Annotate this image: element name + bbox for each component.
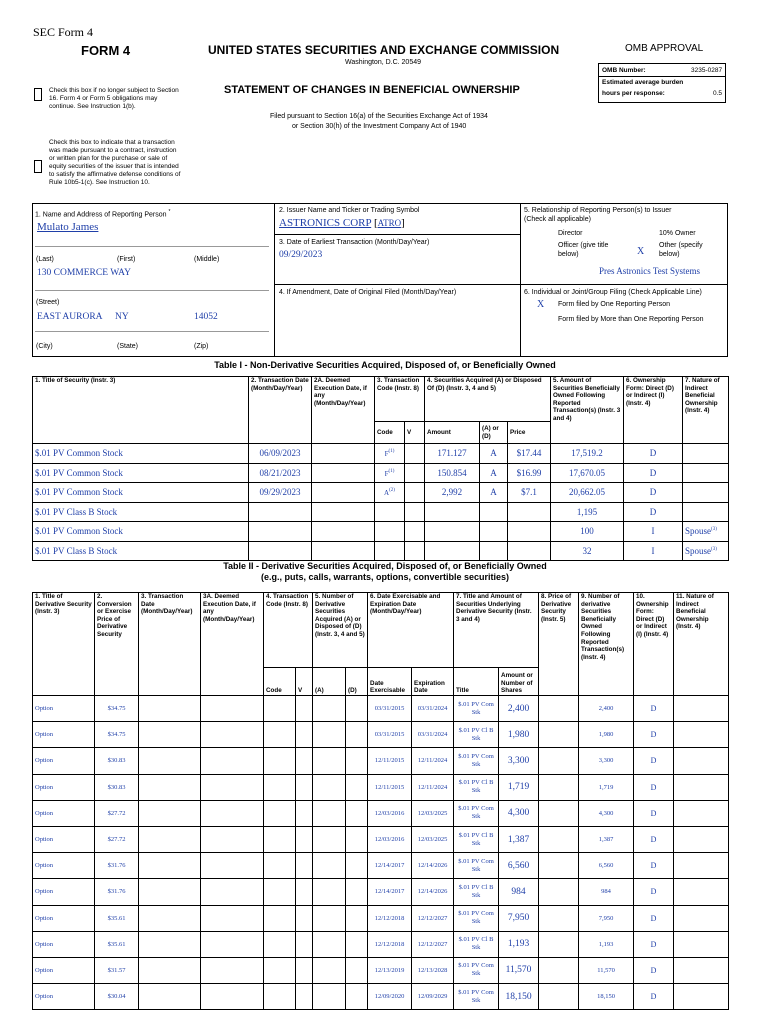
t1-code-cell xyxy=(375,522,405,542)
t1-v: V xyxy=(405,422,425,444)
t2-exp-cell: 12/11/2024 xyxy=(412,774,454,800)
t2-title-cell: Option xyxy=(33,853,95,879)
t2-exer-cell: 03/31/2015 xyxy=(368,696,412,722)
one-person-label: Form filed by One Reporting Person xyxy=(558,301,671,308)
street-label: (Street) xyxy=(36,299,60,306)
t2-h3: 3. Transaction Date (Month/Day/Year) xyxy=(139,593,201,696)
t1-date: 08/21/2023 xyxy=(249,463,312,483)
t2-title-cell: Option xyxy=(33,984,95,1010)
t1-ad-cell xyxy=(480,522,508,542)
t2-h11: 11. Nature of Indirect Beneficial Ownership (Instr. 4) xyxy=(674,593,729,696)
t2-ut-cell: $.01 PV Com Stk xyxy=(454,905,499,931)
t2-amt-cell: 984 xyxy=(499,879,539,905)
t2-exp-cell: 12/12/2027 xyxy=(412,931,454,957)
t1-code-cell: $F^{(1)}$ xyxy=(375,444,405,464)
t2-amt-cell: 6,560 xyxy=(499,853,539,879)
t1-aord: (A) or (D) xyxy=(480,422,508,444)
t2-exer-cell: 03/31/2015 xyxy=(368,722,412,748)
table2-row xyxy=(33,800,729,826)
t2-h6: 6. Date Exercisable and Expiration Date (Month/Day/Year) xyxy=(368,593,454,668)
t2-title-cell: Option xyxy=(33,774,95,800)
t2-owned-cell: 1,980 xyxy=(579,722,634,748)
sec-form-label: SEC Form 4 xyxy=(33,25,94,39)
t2-owned-cell: 7,950 xyxy=(579,905,634,931)
t1-amount: Amount xyxy=(425,422,480,444)
no-longer-subject-text: Check this box if no longer subject to Section 16. Form 4 or Form 5 obligations may continue. See Instruction 1(b). xyxy=(49,87,179,110)
t2-exp-cell: 03/31/2024 xyxy=(412,722,454,748)
t1-owned-cell: 32 xyxy=(551,541,624,561)
table2-row xyxy=(33,984,729,1010)
t2-h9: 9. Number of derivative Securities Beneficially Owned Following Reported Transaction(s) (Instr. 4) xyxy=(579,593,634,696)
table1-row xyxy=(33,483,729,503)
t2-price-cell: $27.72 xyxy=(95,800,139,826)
t2-form-cell: D xyxy=(634,748,674,774)
reporting-person-name[interactable]: Mulato James xyxy=(37,221,99,233)
t1-title: $.01 PV Common Stock xyxy=(33,444,249,464)
t2-h10: 10. Ownership Form: Direct (D) or Indirect (I) (Instr. 4) xyxy=(634,593,674,696)
t2-a: (A) xyxy=(313,668,346,696)
officer-label: Officer (give title below) xyxy=(558,242,609,258)
table1-row xyxy=(33,444,729,464)
issuer-ticker-link[interactable]: ATRO xyxy=(377,218,402,228)
table2-row xyxy=(33,879,729,905)
table1-row xyxy=(33,522,729,542)
t2-exer-cell: 12/14/2017 xyxy=(368,879,412,905)
t1-h2: 2. Transaction Date (Month/Day/Year) xyxy=(249,377,312,444)
t2-h5: 5. Number of Derivative Securities Acquired (A) or Disposed of (D) (Instr. 3, 4 and 5) xyxy=(313,593,368,668)
issuer-name-ticker: ASTRONICS CORP [ATRO] xyxy=(279,217,405,229)
table2-row xyxy=(33,826,729,852)
table2-row xyxy=(33,853,729,879)
t2-amt-cell: 7,950 xyxy=(499,905,539,931)
t1-form-cell: D xyxy=(624,463,683,483)
t1-deemed xyxy=(312,522,375,542)
reporting-person-label: 1. Name and Address of Reporting Person * xyxy=(35,209,171,219)
t2-code: Code xyxy=(264,668,296,696)
table2-row xyxy=(33,696,729,722)
t1-owned-cell: 17,670.05 xyxy=(551,463,624,483)
t2-exer-cell: 12/14/2017 xyxy=(368,853,412,879)
ten-percent-owner-label: 10% Owner xyxy=(659,230,696,237)
t2-title-cell: Option xyxy=(33,722,95,748)
t2-price-cell: $34.75 xyxy=(95,722,139,748)
more-person-label: Form filed by More than One Reporting Person xyxy=(558,316,704,323)
t2-owned-cell: 1,719 xyxy=(579,774,634,800)
t2-title-cell: Option xyxy=(33,800,95,826)
table2-row xyxy=(33,722,729,748)
zip-label: (Zip) xyxy=(194,343,209,350)
t1-v-cell xyxy=(405,502,425,522)
t1-ad-cell xyxy=(480,502,508,522)
t2-form-cell: D xyxy=(634,722,674,748)
issuer-name-link[interactable]: ASTRONICS CORP xyxy=(279,217,372,229)
no-longer-subject-checkbox[interactable] xyxy=(34,88,42,101)
t1-nature-cell xyxy=(683,483,729,503)
t1-date: 06/09/2023 xyxy=(249,444,312,464)
t1-amount-cell xyxy=(425,522,480,542)
t1-date xyxy=(249,541,312,561)
t2-h1: 1. Title of Derivative Security (Instr. 3) xyxy=(33,593,95,696)
t1-deemed xyxy=(312,502,375,522)
t2-title-cell: Option xyxy=(33,826,95,852)
t2-title-cell: Option xyxy=(33,696,95,722)
t2-form-cell: D xyxy=(634,957,674,983)
t2-exp-cell: 12/12/2027 xyxy=(412,905,454,931)
table2-row xyxy=(33,905,729,931)
t2-amount: Amount or Number of Shares xyxy=(499,668,539,696)
t1-nature-cell xyxy=(683,444,729,464)
t2-exer-cell: 12/03/2016 xyxy=(368,800,412,826)
t2-form-cell: D xyxy=(634,984,674,1010)
t2-title-cell: Option xyxy=(33,748,95,774)
omb-number-label: OMB Number: xyxy=(602,67,646,74)
omb-number: 3235-0287 xyxy=(691,67,723,74)
t1-owned-cell: 20,662.05 xyxy=(551,483,624,503)
t2-price-cell: $31.76 xyxy=(95,853,139,879)
t2-owned-cell: 1,387 xyxy=(579,826,634,852)
t1-v-cell xyxy=(405,522,425,542)
t2-price-cell: $35.61 xyxy=(95,905,139,931)
t1-title: $.01 PV Common Stock xyxy=(33,463,249,483)
t1-h2a: 2A. Deemed Execution Date, if any (Month/Day/Year) xyxy=(312,377,375,444)
issuer-label: 2. Issuer Name and Ticker or Trading Symbol xyxy=(279,207,420,214)
t2-expiration: Expiration Date xyxy=(412,668,454,696)
t2-amt-cell: 1,193 xyxy=(499,931,539,957)
filing-type-label: 6. Individual or Joint/Group Filing (Check Applicable Line) xyxy=(524,289,702,296)
table2 xyxy=(32,592,729,1010)
t2-exer-cell: 12/13/2019 xyxy=(368,957,412,983)
officer-title: Pres Astronics Test Systems xyxy=(599,266,700,276)
t2-price-cell: $30.83 xyxy=(95,774,139,800)
t2-price-cell: $35.61 xyxy=(95,931,139,957)
t2-h7: 7. Title and Amount of Securities Underlying Derivative Security (Instr. 3 and 4) xyxy=(454,593,539,668)
form-title: FORM 4 xyxy=(81,43,131,58)
t2-exercisable: Date Exercisable xyxy=(368,668,412,696)
omb-approval-title: OMB APPROVAL xyxy=(625,43,704,54)
t2-ut-cell: $.01 PV Cl B Stk xyxy=(454,722,499,748)
t2-owned-cell: 11,570 xyxy=(579,957,634,983)
t1-price-cell xyxy=(508,522,551,542)
t2-exer-cell: 12/11/2015 xyxy=(368,774,412,800)
t2-h3a: 3A. Deemed Execution Date, if any (Month/Day/Year) xyxy=(201,593,264,696)
t1-amount-cell xyxy=(425,502,480,522)
t1-owned-cell: 1,195 xyxy=(551,502,624,522)
t2-form-cell: D xyxy=(634,800,674,826)
t1-v-cell xyxy=(405,463,425,483)
t2-owned-cell: 18,150 xyxy=(579,984,634,1010)
table1 xyxy=(32,376,729,561)
t2-h2: 2. Conversion or Exercise Price of Derivative Security xyxy=(95,593,139,696)
one-person-x: X xyxy=(537,299,545,310)
t2-exer-cell: 12/12/2018 xyxy=(368,931,412,957)
omb-burden-label: Estimated average burden xyxy=(602,79,684,86)
t1-price-cell: $16.99 xyxy=(508,463,551,483)
t1-amount-cell xyxy=(425,541,480,561)
t1-price-cell: $17.44 xyxy=(508,444,551,464)
t1-ad-cell: A xyxy=(480,444,508,464)
address-city: EAST AURORA xyxy=(37,312,103,322)
t2-title-cell: Option xyxy=(33,905,95,931)
director-label: Director xyxy=(558,230,583,237)
t1-code-cell xyxy=(375,541,405,561)
t1-form-cell: I xyxy=(624,541,683,561)
t2-exer-cell: 12/11/2015 xyxy=(368,748,412,774)
t2-price-cell: $31.57 xyxy=(95,957,139,983)
t1-title: $.01 PV Class B Stock xyxy=(33,502,249,522)
table2-row xyxy=(33,748,729,774)
table1-row xyxy=(33,463,729,483)
t1-v-cell xyxy=(405,483,425,503)
t2-ut-cell: $.01 PV Cl B Stk xyxy=(454,826,499,852)
first-label: (First) xyxy=(117,256,136,263)
t2-owned-cell: 2,400 xyxy=(579,696,634,722)
t1-price-cell xyxy=(508,541,551,561)
address-state: NY xyxy=(115,312,129,322)
rule-10b5-text: Check this box to indicate that a transaction was made pursuant to a contract, instruction or written plan for the purchase or sale of equity securities of the issuer that is intended to satisfy the affirmative defense conditions of Rule 10b5-1(c). See Instruction 10. xyxy=(49,139,181,186)
t1-form-cell: D xyxy=(624,444,683,464)
t2-ut-cell: $.01 PV Com Stk xyxy=(454,748,499,774)
t2-d: (D) xyxy=(346,668,368,696)
t2-exp-cell: 12/09/2029 xyxy=(412,984,454,1010)
t2-exp-cell: 03/31/2024 xyxy=(412,696,454,722)
t2-owned-cell: 4,300 xyxy=(579,800,634,826)
t2-amt-cell: 18,150 xyxy=(499,984,539,1010)
rule-10b5-checkbox[interactable] xyxy=(34,160,42,173)
t1-price: Price xyxy=(508,422,551,444)
t1-deemed xyxy=(312,463,375,483)
t1-form-cell: D xyxy=(624,502,683,522)
t2-amt-cell: 11,570 xyxy=(499,957,539,983)
t2-form-cell: D xyxy=(634,696,674,722)
t2-form-cell: D xyxy=(634,905,674,931)
t1-code-cell: $A^{(2)}$ xyxy=(375,483,405,503)
t2-exp-cell: 12/13/2028 xyxy=(412,957,454,983)
omb-hours-label: hours per response: xyxy=(602,90,665,97)
t1-v-cell xyxy=(405,541,425,561)
t2-exp-cell: 12/03/2025 xyxy=(412,826,454,852)
t2-price-cell: $30.04 xyxy=(95,984,139,1010)
t1-h5: 5. Amount of Securities Beneficially Owned Following Reported Transaction(s) (Instr. 3 and 4) xyxy=(551,377,624,444)
t1-title: $.01 PV Class B Stock xyxy=(33,541,249,561)
t2-amt-cell: 2,400 xyxy=(499,696,539,722)
t2-price-cell: $34.75 xyxy=(95,696,139,722)
t2-ut-cell: $.01 PV Com Stk xyxy=(454,800,499,826)
t2-price-cell: $31.76 xyxy=(95,879,139,905)
t2-exp-cell: 12/03/2025 xyxy=(412,800,454,826)
t1-owned-cell: 100 xyxy=(551,522,624,542)
t1-amount-cell: 2,992 xyxy=(425,483,480,503)
earliest-transaction-label: 3. Date of Earliest Transaction (Month/Day/Year) xyxy=(279,239,430,246)
agency-city: Washington, D.C. 20549 xyxy=(345,59,422,66)
t1-form-cell: D xyxy=(624,483,683,503)
t2-amt-cell: 1,387 xyxy=(499,826,539,852)
amendment-label: 4. If Amendment, Date of Original Filed (Month/Day/Year) xyxy=(279,289,457,296)
t1-amount-cell: 150.854 xyxy=(425,463,480,483)
t2-ut-cell: $.01 PV Cl B Stk xyxy=(454,931,499,957)
t2-title-cell: Option xyxy=(33,879,95,905)
t2-ut-cell: $.01 PV Com Stk xyxy=(454,984,499,1010)
t1-ad-cell: A xyxy=(480,463,508,483)
t1-deemed xyxy=(312,541,375,561)
t2-owned-cell: 3,300 xyxy=(579,748,634,774)
address-street: 130 COMMERCE WAY xyxy=(37,268,131,278)
t2-form-cell: D xyxy=(634,853,674,879)
t2-amt-cell: 3,300 xyxy=(499,748,539,774)
t1-price-cell xyxy=(508,502,551,522)
t2-price-cell: $30.83 xyxy=(95,748,139,774)
t2-form-cell: D xyxy=(634,931,674,957)
t1-h6: 6. Ownership Form: Direct (D) or Indirect (I) (Instr. 4) xyxy=(624,377,683,444)
t2-exer-cell: 12/12/2018 xyxy=(368,905,412,931)
table2-row xyxy=(33,957,729,983)
t1-v-cell xyxy=(405,444,425,464)
statement-title: STATEMENT OF CHANGES IN BENEFICIAL OWNERSHIP xyxy=(224,84,520,96)
t2-exp-cell: 12/11/2024 xyxy=(412,748,454,774)
t2-h8: 8. Price of Derivative Security (Instr. 5) xyxy=(539,593,579,696)
t2-title-cell: Option xyxy=(33,957,95,983)
t1-price-cell: $7.1 xyxy=(508,483,551,503)
t2-exer-cell: 12/03/2016 xyxy=(368,826,412,852)
t2-price-cell: $27.72 xyxy=(95,826,139,852)
t2-amt-cell: 1,980 xyxy=(499,722,539,748)
filed-pursuant-2: or Section 30(h) of the Investment Company Act of 1940 xyxy=(292,123,467,130)
t2-h4: 4. Transaction Code (Instr. 8) xyxy=(264,593,313,668)
t1-ad-cell: A xyxy=(480,483,508,503)
t1-date: 09/29/2023 xyxy=(249,483,312,503)
t1-nature-cell: Spouse$^{(3)}$ xyxy=(683,541,729,561)
omb-hours: 0.5 xyxy=(713,90,723,97)
t1-date xyxy=(249,502,312,522)
t2-title: Title xyxy=(454,668,499,696)
t2-owned-cell: 1,193 xyxy=(579,931,634,957)
t2-amt-cell: 4,300 xyxy=(499,800,539,826)
t2-form-cell: D xyxy=(634,826,674,852)
t2-owned-cell: 984 xyxy=(579,879,634,905)
t1-owned-cell: 17,519.2 xyxy=(551,444,624,464)
t2-v: V xyxy=(296,668,313,696)
t2-ut-cell: $.01 PV Cl B Stk xyxy=(454,879,499,905)
t2-exp-cell: 12/14/2026 xyxy=(412,879,454,905)
t2-title-cell: Option xyxy=(33,931,95,957)
t2-ut-cell: $.01 PV Cl B Stk xyxy=(454,774,499,800)
relationship-label: 5. Relationship of Reporting Person(s) to Issuer (Check all applicable) xyxy=(524,207,672,223)
t1-h1: 1. Title of Security (Instr. 3) xyxy=(33,377,249,444)
t2-exer-cell: 12/09/2020 xyxy=(368,984,412,1010)
t2-owned-cell: 6,560 xyxy=(579,853,634,879)
t1-form-cell: I xyxy=(624,522,683,542)
t2-ut-cell: $.01 PV Com Stk xyxy=(454,853,499,879)
t1-nature-cell xyxy=(683,502,729,522)
t2-form-cell: D xyxy=(634,879,674,905)
t1-code: Code xyxy=(375,422,405,444)
middle-label: (Middle) xyxy=(194,256,220,263)
t1-nature-cell xyxy=(683,463,729,483)
state-label: (State) xyxy=(117,343,139,350)
other-label: Other (specify below) xyxy=(659,242,703,258)
t1-deemed xyxy=(312,444,375,464)
t2-ut-cell: $.01 PV Com Stk xyxy=(454,957,499,983)
t1-nature-cell: Spouse$^{(3)}$ xyxy=(683,522,729,542)
t2-ut-cell: $.01 PV Com Stk xyxy=(454,696,499,722)
t1-ad-cell xyxy=(480,541,508,561)
table1-row xyxy=(33,541,729,561)
address-zip: 14052 xyxy=(194,312,218,322)
t1-h7: 7. Nature of Indirect Beneficial Ownership (Instr. 4) xyxy=(683,377,729,444)
t2-exp-cell: 12/14/2026 xyxy=(412,853,454,879)
agency-title: UNITED STATES SECURITIES AND EXCHANGE COMMISSION xyxy=(208,43,560,57)
officer-x: X xyxy=(637,246,645,257)
t1-title: $.01 PV Common Stock xyxy=(33,483,249,503)
t2-amt-cell: 1,719 xyxy=(499,774,539,800)
table1-title: Table I - Non-Derivative Securities Acquired, Disposed of, or Beneficially Owned xyxy=(214,360,556,370)
t1-code-cell: $F^{(1)}$ xyxy=(375,463,405,483)
t1-date xyxy=(249,522,312,542)
table2-row xyxy=(33,774,729,800)
t1-h4: 4. Securities Acquired (A) or Disposed Of (D) (Instr. 3, 4 and 5) xyxy=(425,377,551,422)
t1-deemed xyxy=(312,483,375,503)
table2-row xyxy=(33,931,729,957)
t1-amount-cell: 171.127 xyxy=(425,444,480,464)
filed-pursuant-1: Filed pursuant to Section 16(a) of the Securities Exchange Act of 1934 xyxy=(270,113,488,120)
t1-code-cell xyxy=(375,502,405,522)
earliest-transaction-date: 09/29/2023 xyxy=(279,250,323,260)
city-label: (City) xyxy=(36,343,53,350)
t2-form-cell: D xyxy=(634,774,674,800)
table1-row xyxy=(33,502,729,522)
t1-h3: 3. Transaction Code (Instr. 8) xyxy=(375,377,425,422)
table2-title: Table II - Derivative Securities Acquired, Disposed of, or Beneficially Owned (e.g., puts, calls, warrants, options, convertible securities) xyxy=(223,561,547,582)
t1-title: $.01 PV Common Stock xyxy=(33,522,249,542)
last-label: (Last) xyxy=(36,256,54,263)
